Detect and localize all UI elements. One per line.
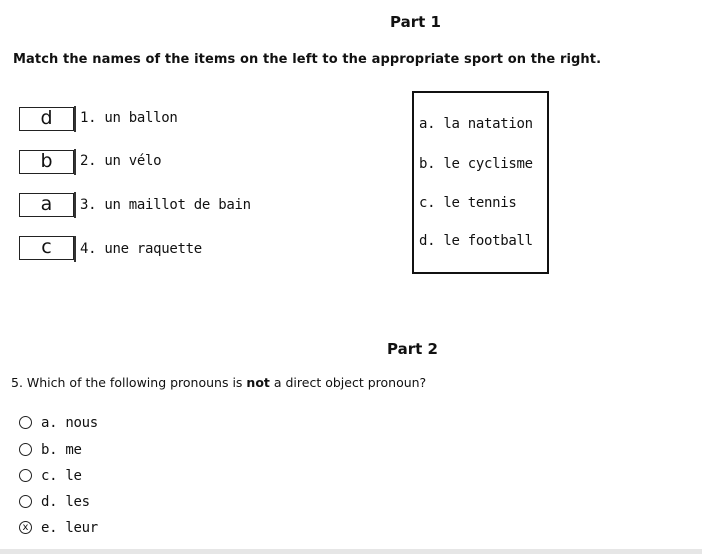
sport-option-c: c. le tennis [419, 195, 517, 211]
sport-option-a: a. la natation [419, 116, 533, 132]
item-label-3: 3. un maillot de bain [80, 197, 251, 213]
page-bottom-edge [0, 549, 702, 554]
question-5 [11, 375, 426, 390]
item-label-4: 4. une raquette [80, 241, 202, 257]
option-label-d: d. les [41, 494, 90, 510]
radio-option-c[interactable] [19, 469, 32, 482]
item-label-1: 1. un ballon [80, 110, 178, 126]
answer-box-3[interactable]: a [19, 193, 74, 217]
answer-box-4[interactable]: c [19, 236, 74, 260]
answer-box-1[interactable]: d [19, 107, 74, 131]
item-divider [74, 236, 76, 262]
selected-x-icon: x [22, 521, 29, 533]
question-emphasis: not [246, 375, 270, 390]
part2-heading: Part 2 [387, 340, 438, 358]
part1-instructions: Match the names of the items on the left to the appropriate sport on the right. [13, 52, 602, 67]
answer-box-2[interactable]: b [19, 150, 74, 174]
option-label-a: a. nous [41, 415, 98, 431]
radio-option-e[interactable] [19, 521, 32, 534]
question-prefix: 5. Which of the following pronouns is [11, 375, 247, 390]
item-divider [74, 106, 76, 132]
item-divider [74, 149, 76, 175]
radio-option-b[interactable] [19, 443, 32, 456]
sport-option-d: d. le football [419, 233, 533, 249]
part1-heading: Part 1 [390, 13, 441, 31]
option-label-b: b. me [41, 442, 82, 458]
item-label-2: 2. un vélo [80, 153, 162, 169]
item-divider [74, 192, 76, 218]
radio-option-a[interactable] [19, 416, 32, 429]
radio-option-d[interactable] [19, 495, 32, 508]
question-suffix: a direct object pronoun? [269, 375, 427, 390]
option-label-c: c. le [41, 468, 82, 484]
option-label-e: e. leur [41, 520, 98, 536]
sport-option-b: b. le cyclisme [419, 156, 533, 172]
